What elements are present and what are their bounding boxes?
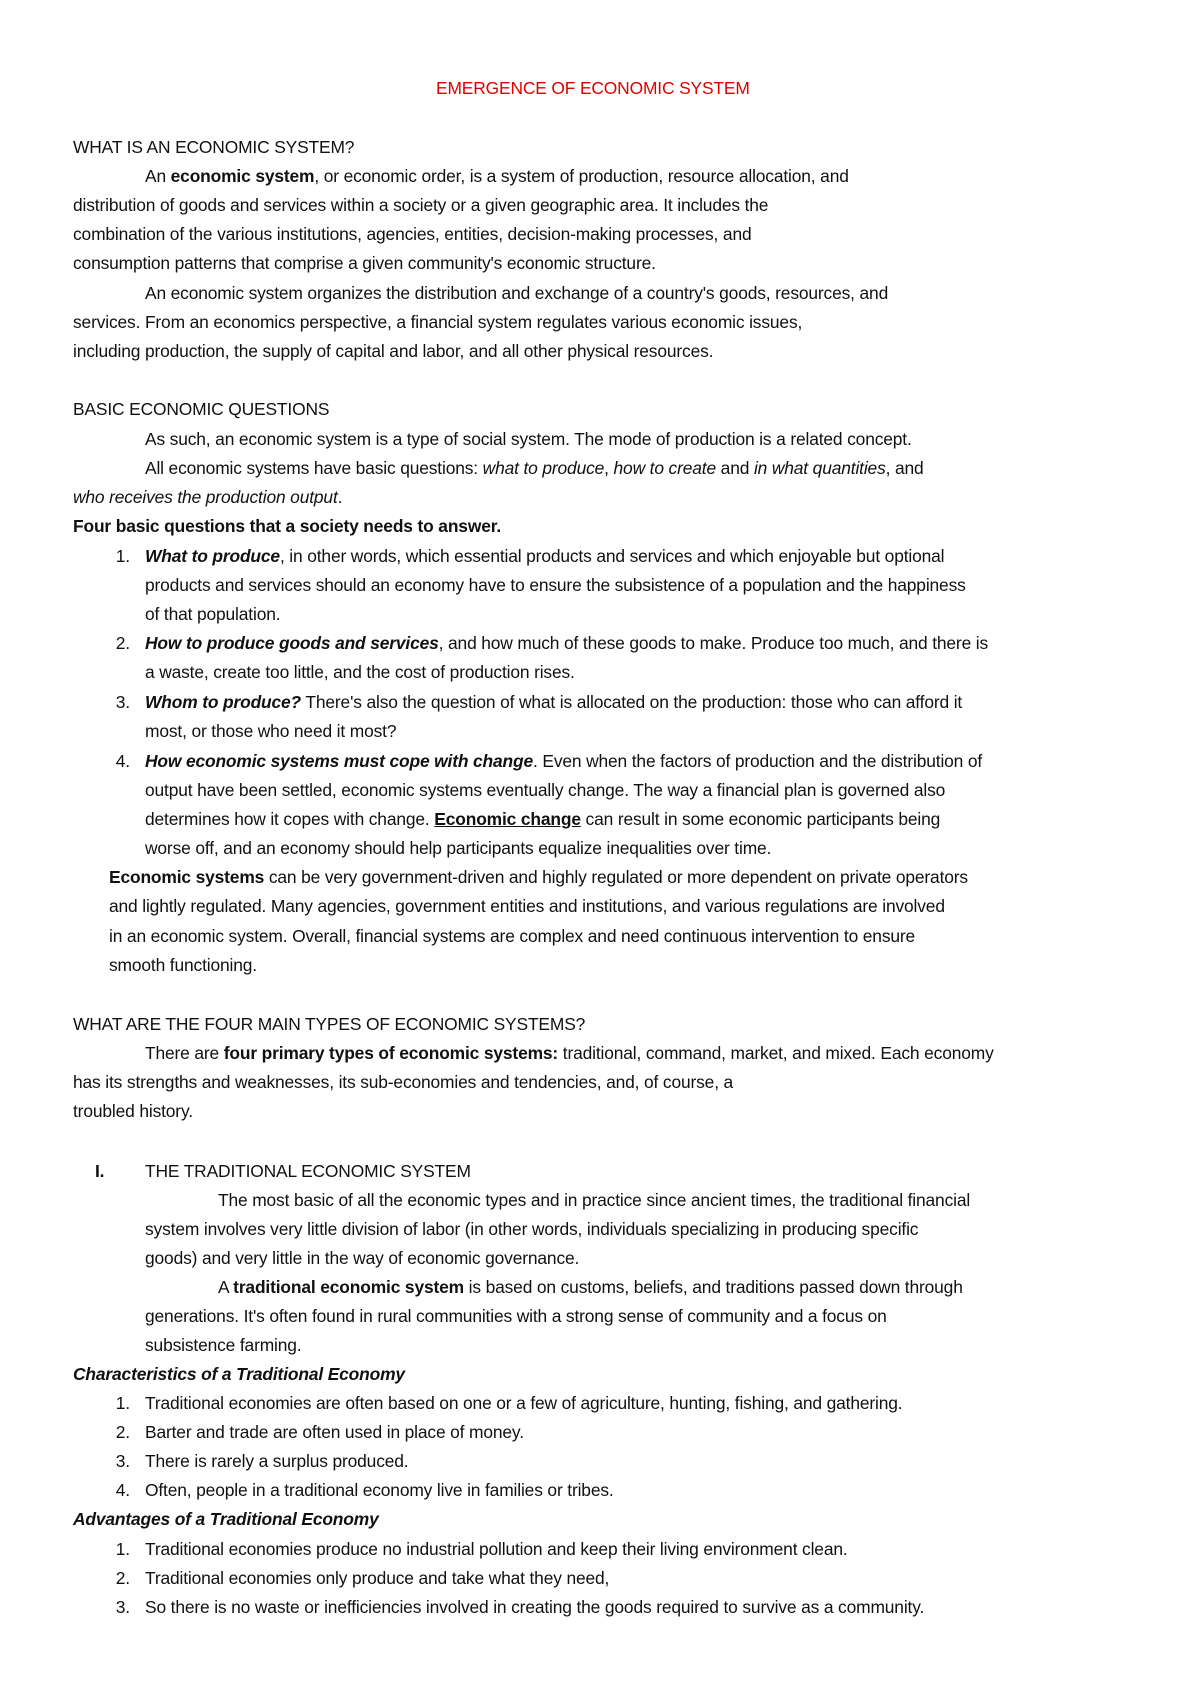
paragraph-line: smooth functioning. — [109, 955, 257, 975]
subheading-four-questions: Four basic questions that a society needs to answer. — [73, 516, 502, 536]
paragraph-line: A traditional economic system is based on customs, beliefs, and traditions passed down through — [218, 1277, 963, 1297]
list-number: 4. — [115, 1480, 130, 1500]
paragraph-line: who receives the production output. — [73, 487, 343, 507]
subheading-characteristics: Characteristics of a Traditional Economy — [73, 1364, 405, 1384]
list-item-cont: determines how it copes with change. Economic change can result in some economic participants being — [145, 809, 941, 829]
list-item: So there is no waste or inefficiencies involved in creating the goods required to survive as a community. — [145, 1597, 925, 1617]
list-number: 3. — [115, 1597, 130, 1617]
list-number: 3. — [115, 692, 130, 712]
paragraph-line: combination of the various institutions, agencies, entities, decision-making processes, and — [73, 224, 752, 244]
paragraph-line: in an economic system. Overall, financial systems are complex and need continuous intervention to ensure — [109, 926, 916, 946]
list-item-cont: worse off, and an economy should help participants equalize inequalities over time. — [145, 838, 772, 858]
bold-term: economic system — [170, 166, 315, 186]
paragraph-line: An economic system, or economic order, is a system of production, resource allocation, and — [145, 166, 849, 186]
section-heading-what-is: WHAT IS AN ECONOMIC SYSTEM? — [73, 137, 355, 157]
list-item: Often, people in a traditional economy live in families or tribes. — [145, 1480, 614, 1500]
list-number: 1. — [115, 1539, 130, 1559]
paragraph-line: An economic system organizes the distribution and exchange of a country's goods, resources, and — [145, 283, 889, 303]
paragraph-line: including production, the supply of capital and labor, and all other physical resources. — [73, 341, 714, 361]
paragraph-line: troubled history. — [73, 1101, 193, 1121]
page-title: EMERGENCE OF ECONOMIC SYSTEM — [436, 78, 750, 98]
paragraph-line: goods) and very little in the way of economic governance. — [145, 1248, 580, 1268]
paragraph-line: generations. It's often found in rural communities with a strong sense of community and a focus on — [145, 1306, 887, 1326]
paragraph-line: The most basic of all the economic types and in practice since ancient times, the traditional financial — [218, 1190, 971, 1210]
section-numeral: I. — [95, 1161, 105, 1181]
paragraph-line: and lightly regulated. Many agencies, government entities and institutions, and various regulations are involved — [109, 896, 945, 916]
paragraph-line: There are four primary types of economic systems: traditional, command, market, and mixed. Each economy — [145, 1043, 994, 1063]
paragraph-line: consumption patterns that comprise a given community's economic structure. — [73, 253, 656, 273]
list-item-cont: products and services should an economy have to ensure the subsistence of a population and the happiness — [145, 575, 966, 595]
list-item: Traditional economies produce no industrial pollution and keep their living environment clean. — [145, 1539, 848, 1559]
list-item-cont: a waste, create too little, and the cost of production rises. — [145, 662, 575, 682]
list-number: 2. — [115, 1422, 130, 1442]
paragraph-line: subsistence farming. — [145, 1335, 302, 1355]
section-heading-traditional: THE TRADITIONAL ECONOMIC SYSTEM — [145, 1161, 471, 1181]
list-item: Barter and trade are often used in place of money. — [145, 1422, 524, 1442]
list-number: 1. — [115, 1393, 130, 1413]
paragraph-line: distribution of goods and services within a society or a given geographic area. It includes the — [73, 195, 769, 215]
list-item-cont: most, or those who need it most? — [145, 721, 397, 741]
list-number: 1. — [115, 546, 130, 566]
economic-change-link[interactable]: Economic change — [434, 809, 581, 829]
list-item-cont: output have been settled, economic systems eventually change. The way a financial plan is governed also — [145, 780, 946, 800]
list-item: Whom to produce? There's also the question of what is allocated on the production: those who can afford it — [145, 692, 963, 712]
section-heading-basic-questions: BASIC ECONOMIC QUESTIONS — [73, 399, 330, 419]
list-number: 2. — [115, 1568, 130, 1588]
paragraph-line: Economic systems can be very government-driven and highly regulated or more dependent on private operators — [109, 867, 968, 887]
list-item: What to produce, in other words, which essential products and services and which enjoyable but optional — [145, 546, 945, 566]
list-item-cont: of that population. — [145, 604, 281, 624]
list-item: Traditional economies are often based on one or a few of agriculture, hunting, fishing, and gathering. — [145, 1393, 903, 1413]
section-heading-four-types: WHAT ARE THE FOUR MAIN TYPES OF ECONOMIC SYSTEMS? — [73, 1014, 586, 1034]
list-number: 2. — [115, 633, 130, 653]
paragraph-line: All economic systems have basic questions: what to produce, how to create and in what quantities, and — [145, 458, 924, 478]
list-item: How to produce goods and services, and how much of these goods to make. Produce too much, and there is — [145, 633, 989, 653]
paragraph-line: As such, an economic system is a type of social system. The mode of production is a related concept. — [145, 429, 912, 449]
list-item: There is rarely a surplus produced. — [145, 1451, 409, 1471]
list-item: How economic systems must cope with change. Even when the factors of production and the distribution of — [145, 751, 983, 771]
list-number: 3. — [115, 1451, 130, 1471]
paragraph-line: has its strengths and weaknesses, its sub-economies and tendencies, and, of course, a — [73, 1072, 734, 1092]
paragraph-line: services. From an economics perspective, a financial system regulates various economic issues, — [73, 312, 803, 332]
list-number: 4. — [115, 751, 130, 771]
subheading-advantages: Advantages of a Traditional Economy — [73, 1509, 379, 1529]
paragraph-line: system involves very little division of labor (in other words, individuals specializing in producing specific — [145, 1219, 919, 1239]
list-item: Traditional economies only produce and take what they need, — [145, 1568, 610, 1588]
